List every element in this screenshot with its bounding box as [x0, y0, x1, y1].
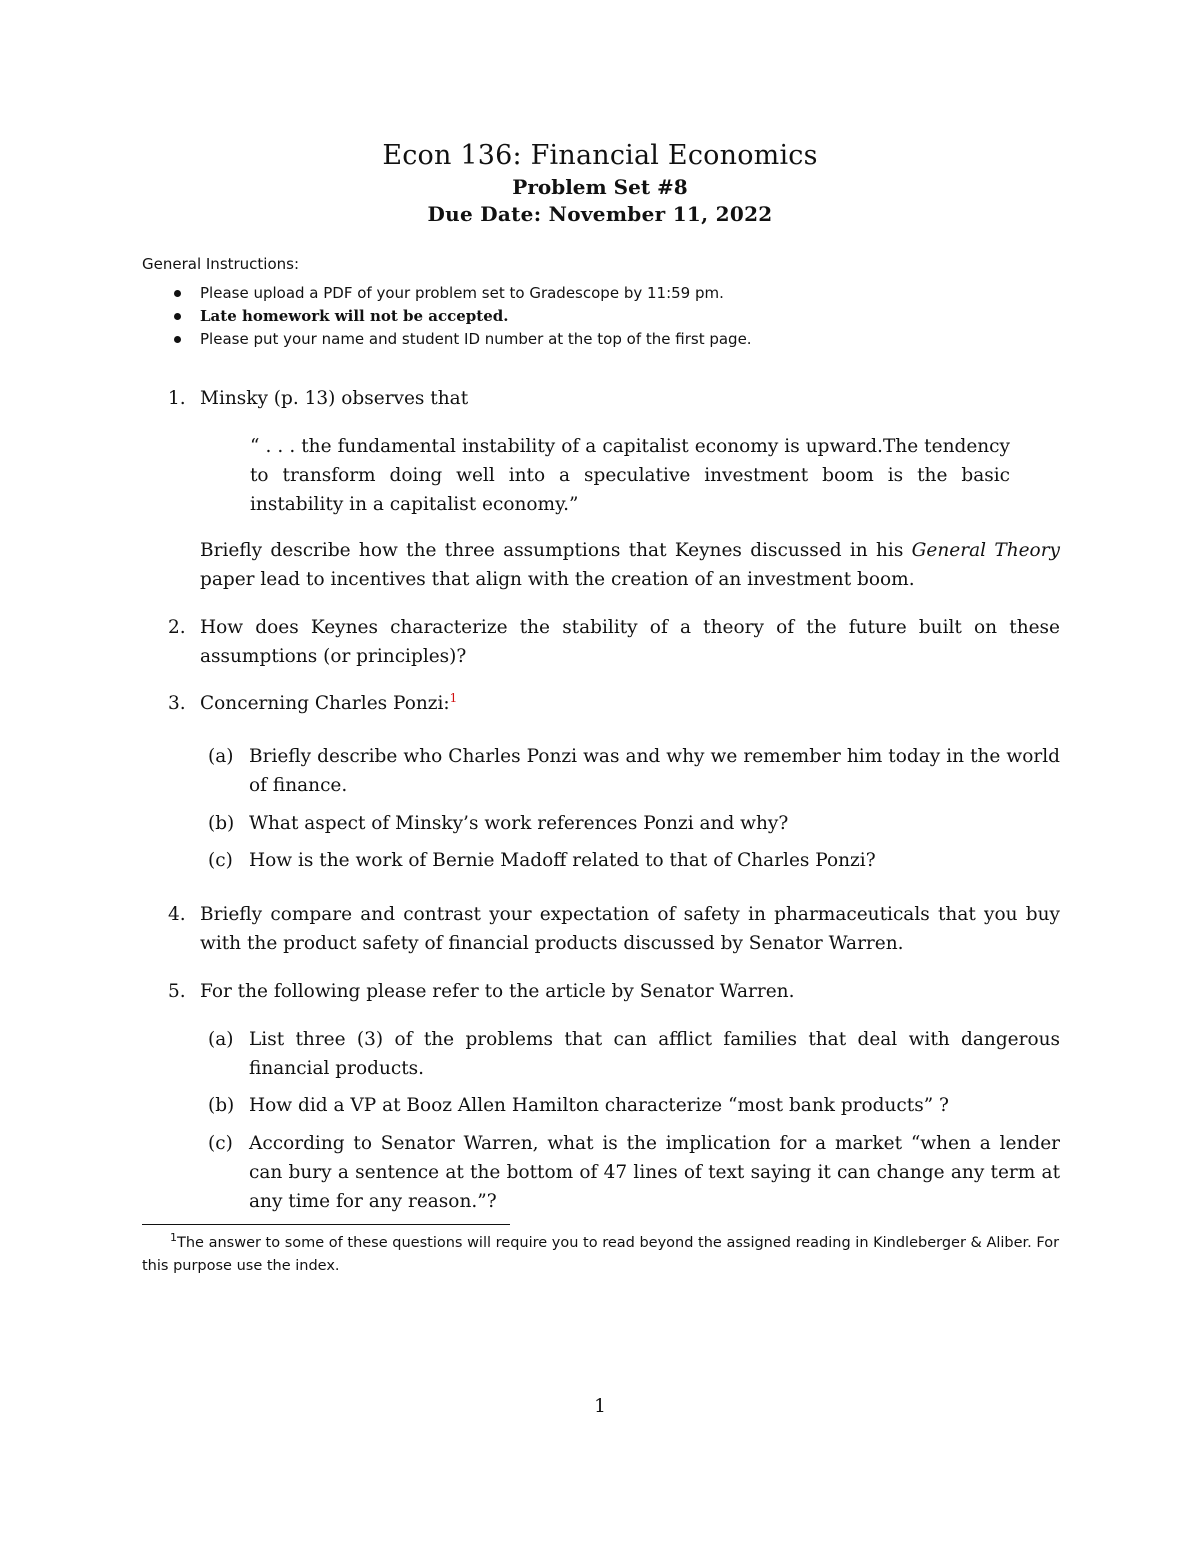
page-title: Econ 136: Financial Economics — [382, 140, 818, 171]
footnote-number: 1 — [170, 1231, 177, 1245]
question-5a: (a) List three (3) of the problems that can afflict families that deal with dangerous financial products. — [208, 1029, 1060, 1079]
question-2 — [168, 613, 1060, 671]
instructions-list — [174, 283, 752, 352]
bullet-icon — [174, 290, 181, 297]
footnote-link[interactable]: 1 — [449, 690, 458, 705]
bullet-icon — [174, 313, 181, 320]
page-number: 1 — [594, 1396, 606, 1417]
question-5 — [168, 977, 1060, 1006]
due-date: Due Date: November 11, 2022 — [427, 202, 773, 226]
question-text: Briefly compare and contrast your expectation of safety in pharmaceuticals that you buy with the product safety of financial products discussed by Senator Warren. — [200, 904, 1060, 954]
bullet-icon — [174, 336, 181, 343]
instruction-item: Please put your name and student ID number at the top of the first page. — [174, 329, 752, 352]
question-number: 1. — [168, 388, 186, 409]
footnote — [142, 1232, 1060, 1278]
question-text: How does Keynes characterize the stability of a theory of the future built on these assumptions (or principles)? — [200, 617, 1060, 667]
instruction-item: Please upload a PDF of your problem set to Gradescope by 11:59 pm. — [174, 283, 752, 306]
question-number: 3. — [168, 693, 186, 714]
footnote-divider — [142, 1224, 510, 1225]
question-number: 4. — [168, 904, 186, 925]
problem-set-label: Problem Set #8 — [512, 175, 688, 199]
question-3c: (c) How is the work of Bernie Madoff related to that of Charles Ponzi? — [208, 850, 876, 871]
question-3b: (b) What aspect of Minsky’s work references Ponzi and why? — [208, 813, 789, 834]
question-5b: (b) How did a VP at Booz Allen Hamilton characterize “most bank products” ? — [208, 1095, 949, 1116]
footnote-text: The answer to some of these questions will require you to read beyond the assigned reading in Kindleberger & Aliber. For this purpose use the index. — [142, 1235, 1060, 1274]
instructions-label: General Instructions: — [142, 255, 300, 273]
question-3 — [168, 689, 1060, 718]
question-number: 5. — [168, 981, 186, 1002]
instruction-item: Late homework will not be accepted. — [174, 306, 752, 329]
question-text: Concerning Charles Ponzi: — [200, 693, 450, 714]
question-text: Minsky (p. 13) observes that — [200, 388, 469, 409]
question-1-followup: Briefly describe how the three assumptions that Keynes discussed in his General Theory paper lead to incentives that align with the creation of an investment boom. — [200, 540, 1060, 590]
question-5c: (c) According to Senator Warren, what is the implication for a market “when a lender can bury a sentence at the bottom of 47 lines of text saying it can change any term at any time for any reason.”? — [208, 1133, 1060, 1212]
question-4 — [168, 900, 1060, 958]
question-3a: (a) Briefly describe who Charles Ponzi was and why we remember him today in the world of finance. — [208, 746, 1060, 796]
question-1 — [168, 384, 1060, 413]
minsky-quote: “ . . . the fundamental instability of a capitalist economy is upward.The tendency to transform doing well into a speculative investment boom is the basic instability in a capitalist economy.” — [250, 436, 1010, 515]
question-text: For the following please refer to the article by Senator Warren. — [200, 981, 795, 1002]
question-number: 2. — [168, 617, 186, 638]
